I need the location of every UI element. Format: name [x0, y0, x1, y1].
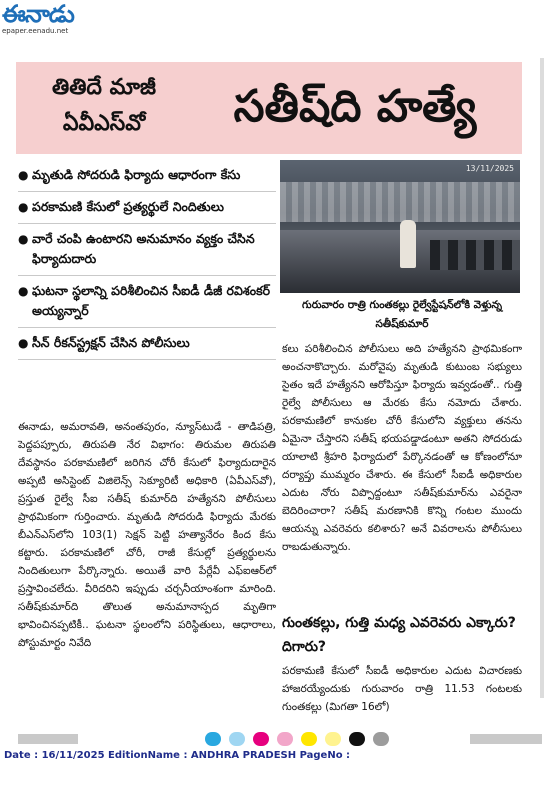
photo-timestamp: 13/11/2025: [465, 164, 514, 173]
bullet-item: [18, 328, 276, 360]
print-gray-bar: [470, 734, 542, 744]
bullet-text: ఘటనా స్థలాన్ని పరిశీలించిన సీఐడీ డీజీ రవిశంకర్ అయ్యన్నార్: [32, 283, 271, 318]
photo-station-hall: [280, 182, 520, 222]
article-left-column: ఈనాడు, అమరావతి, అనంతపురం, న్యూస్‌టుడే - తాడిపత్రి, పెద్దపప్పూరు, తిరుపతి నేర విభాగం: తిరుమల తిరుపతి దేవస్థానం పరకామణిలో జరిగిన చోరీ కేసులో ఫిర్యాదుదారైన అప్పటి అసిస్టెంట్ విజిలెన్స్ సెక్యూరిటీ అధికారి (ఏవీఎస్‌వో), ప్రస్తుత రైల్వే సీఐ సతీష్ కుమార్‌ది హత్యేనని పోలీసులు ప్రాథమికంగా గుర్తించారు. మృతుడి సోదరుడి ఫిర్యాదు మేరకు బీఎన్‌ఎస్‌లోని 103(1) సెక్షన్ పెట్టి హత్యానేరం కింద కేసు కట్టారు. పరకామణిలో చోరీ, రాజీ కేసుల్లో ప్రత్యర్థులను నిందితులుగా పేర్కొన్నారు. అయితే వారి పేర్లేవీ ఎఫ్ఐఆర్‌లో ప్రస్తావించలేదు. వీరిదరిని ఇప్పుడు చర్చనీయాంశంగా మారింది. సతీష్‌కుమార్‌ది తొలుత అనుమానాస్పద మృతిగా భావించినప్పటికీ.. ఘటనా స్థలంలోని పరిస్థితులు, ఆధారాలు, పోస్టుమార్టం నివేది: [18, 421, 276, 649]
color-swatch: [349, 732, 365, 746]
color-swatch: [325, 732, 341, 746]
bullet-dot-icon: ●: [18, 168, 29, 182]
color-swatch: [229, 732, 245, 746]
color-swatch: [205, 732, 221, 746]
bullet-item: [18, 276, 276, 328]
color-swatch: [301, 732, 317, 746]
bullet-dot-icon: ●: [18, 284, 29, 298]
bullet-dot-icon: ●: [18, 232, 29, 246]
article-right-column: కలు పరిశీలించిన పోలీసులు అది హత్యేనని ప్రాథమికంగా అంచనాకొచ్చారు. మరోవైపు మృతుడి కుటుంబ సభ్యులు సైతం ఇదే హత్యేనని ఆరోపిస్తూ ఫిర్యాదు ఇవ్వడంతో.. గుత్తి రైల్వే పోలీసులు ఆ మేరకు కేసు నమోదు చేశారు. పరకామణిలో కానుకల చోరీ కేసులోని వ్యక్తులు తనను ఏమైనా చేస్తారని సతీష్ భయపడ్డాడంటూ అతని సోదరుడు యాలాటి శ్రీహరి ఫిర్యాదులో పేర్కొనడంతో ఆ కోణంలోనూ దర్యాప్తు ముమ్మరం చేశారు. ఈ కేసులో సీఐడీ అధికారుల ఎదుట నోరు విప్పొద్దంటూ సతీష్‌కుమార్‌ను ఎవరైనా బెదిరించారా? సతీష్ మరణానికి కొన్ని గంటల ముందు ఆయన్ను ఎవరెవరు కలిశారు? అనే వివరాలను పోలీసులు రాబడుతున్నారు.: [282, 343, 522, 553]
bullet-dot-icon: ●: [18, 200, 29, 214]
bullet-item: [18, 192, 276, 224]
article-subheading: గుంతకల్లు, గుత్తి మధ్య ఎవరెవరు ఎక్కారు? దిగారు?: [282, 615, 516, 655]
photo-person: [400, 220, 416, 268]
bullet-text: సీన్ రీకన్‌స్ట్రక్షన్ చేసిన పోలీసులు: [32, 335, 190, 350]
print-gray-bar: [18, 734, 78, 744]
bullet-text: వారే చంపి ఉంటారని అనుమానం వ్యక్తం చేసిన ఫిర్యాదుదారు: [32, 231, 255, 266]
bullet-dot-icon: ●: [18, 336, 29, 350]
color-swatch: [277, 732, 293, 746]
cctv-photo: [280, 160, 520, 293]
article-right-column-continued: పరకామణి కేసులో సీఐడీ అధికారుల ఎదుట విచారణకు హాజరయ్యేందుకు గురువారం రాత్రి 11.53 గంటలకు గుంతకల్లు (మిగతా 16లో): [282, 665, 522, 713]
photo-luggage: [430, 240, 520, 270]
page-footer: Date : 16/11/2025 EditionName : ANDHRA PRADESH PageNo :: [4, 750, 351, 761]
bullet-text: పరకామణి కేసులో ప్రత్యర్థులే నిందితులు: [32, 199, 224, 214]
bullet-item: [18, 160, 276, 192]
eenadu-logo[interactable]: ఈనాడు: [2, 0, 74, 28]
bullet-list: [18, 160, 276, 360]
scan-edge: [540, 58, 544, 698]
print-color-bar: [205, 732, 405, 746]
headline-title: సతీష్‌ది హత్యే: [233, 81, 477, 132]
color-swatch: [253, 732, 269, 746]
color-swatch: [373, 732, 389, 746]
photo-caption: గురువారం రాత్రి గుంతకల్లు రైల్వేస్టేషన్‌లోకి వెళ్తున్న సతీష్‌కుమార్: [301, 299, 503, 330]
headline-kicker: తితిదే మాజీ ఏవీఎస్‌వో: [51, 75, 157, 136]
bullet-item: [18, 224, 276, 276]
bullet-text: మృతుడి సోదరుడి ఫిర్యాదు ఆధారంగా కేసు: [32, 167, 241, 182]
masthead: [2, 2, 122, 36]
epaper-url[interactable]: epaper.eenadu.net: [2, 27, 69, 35]
